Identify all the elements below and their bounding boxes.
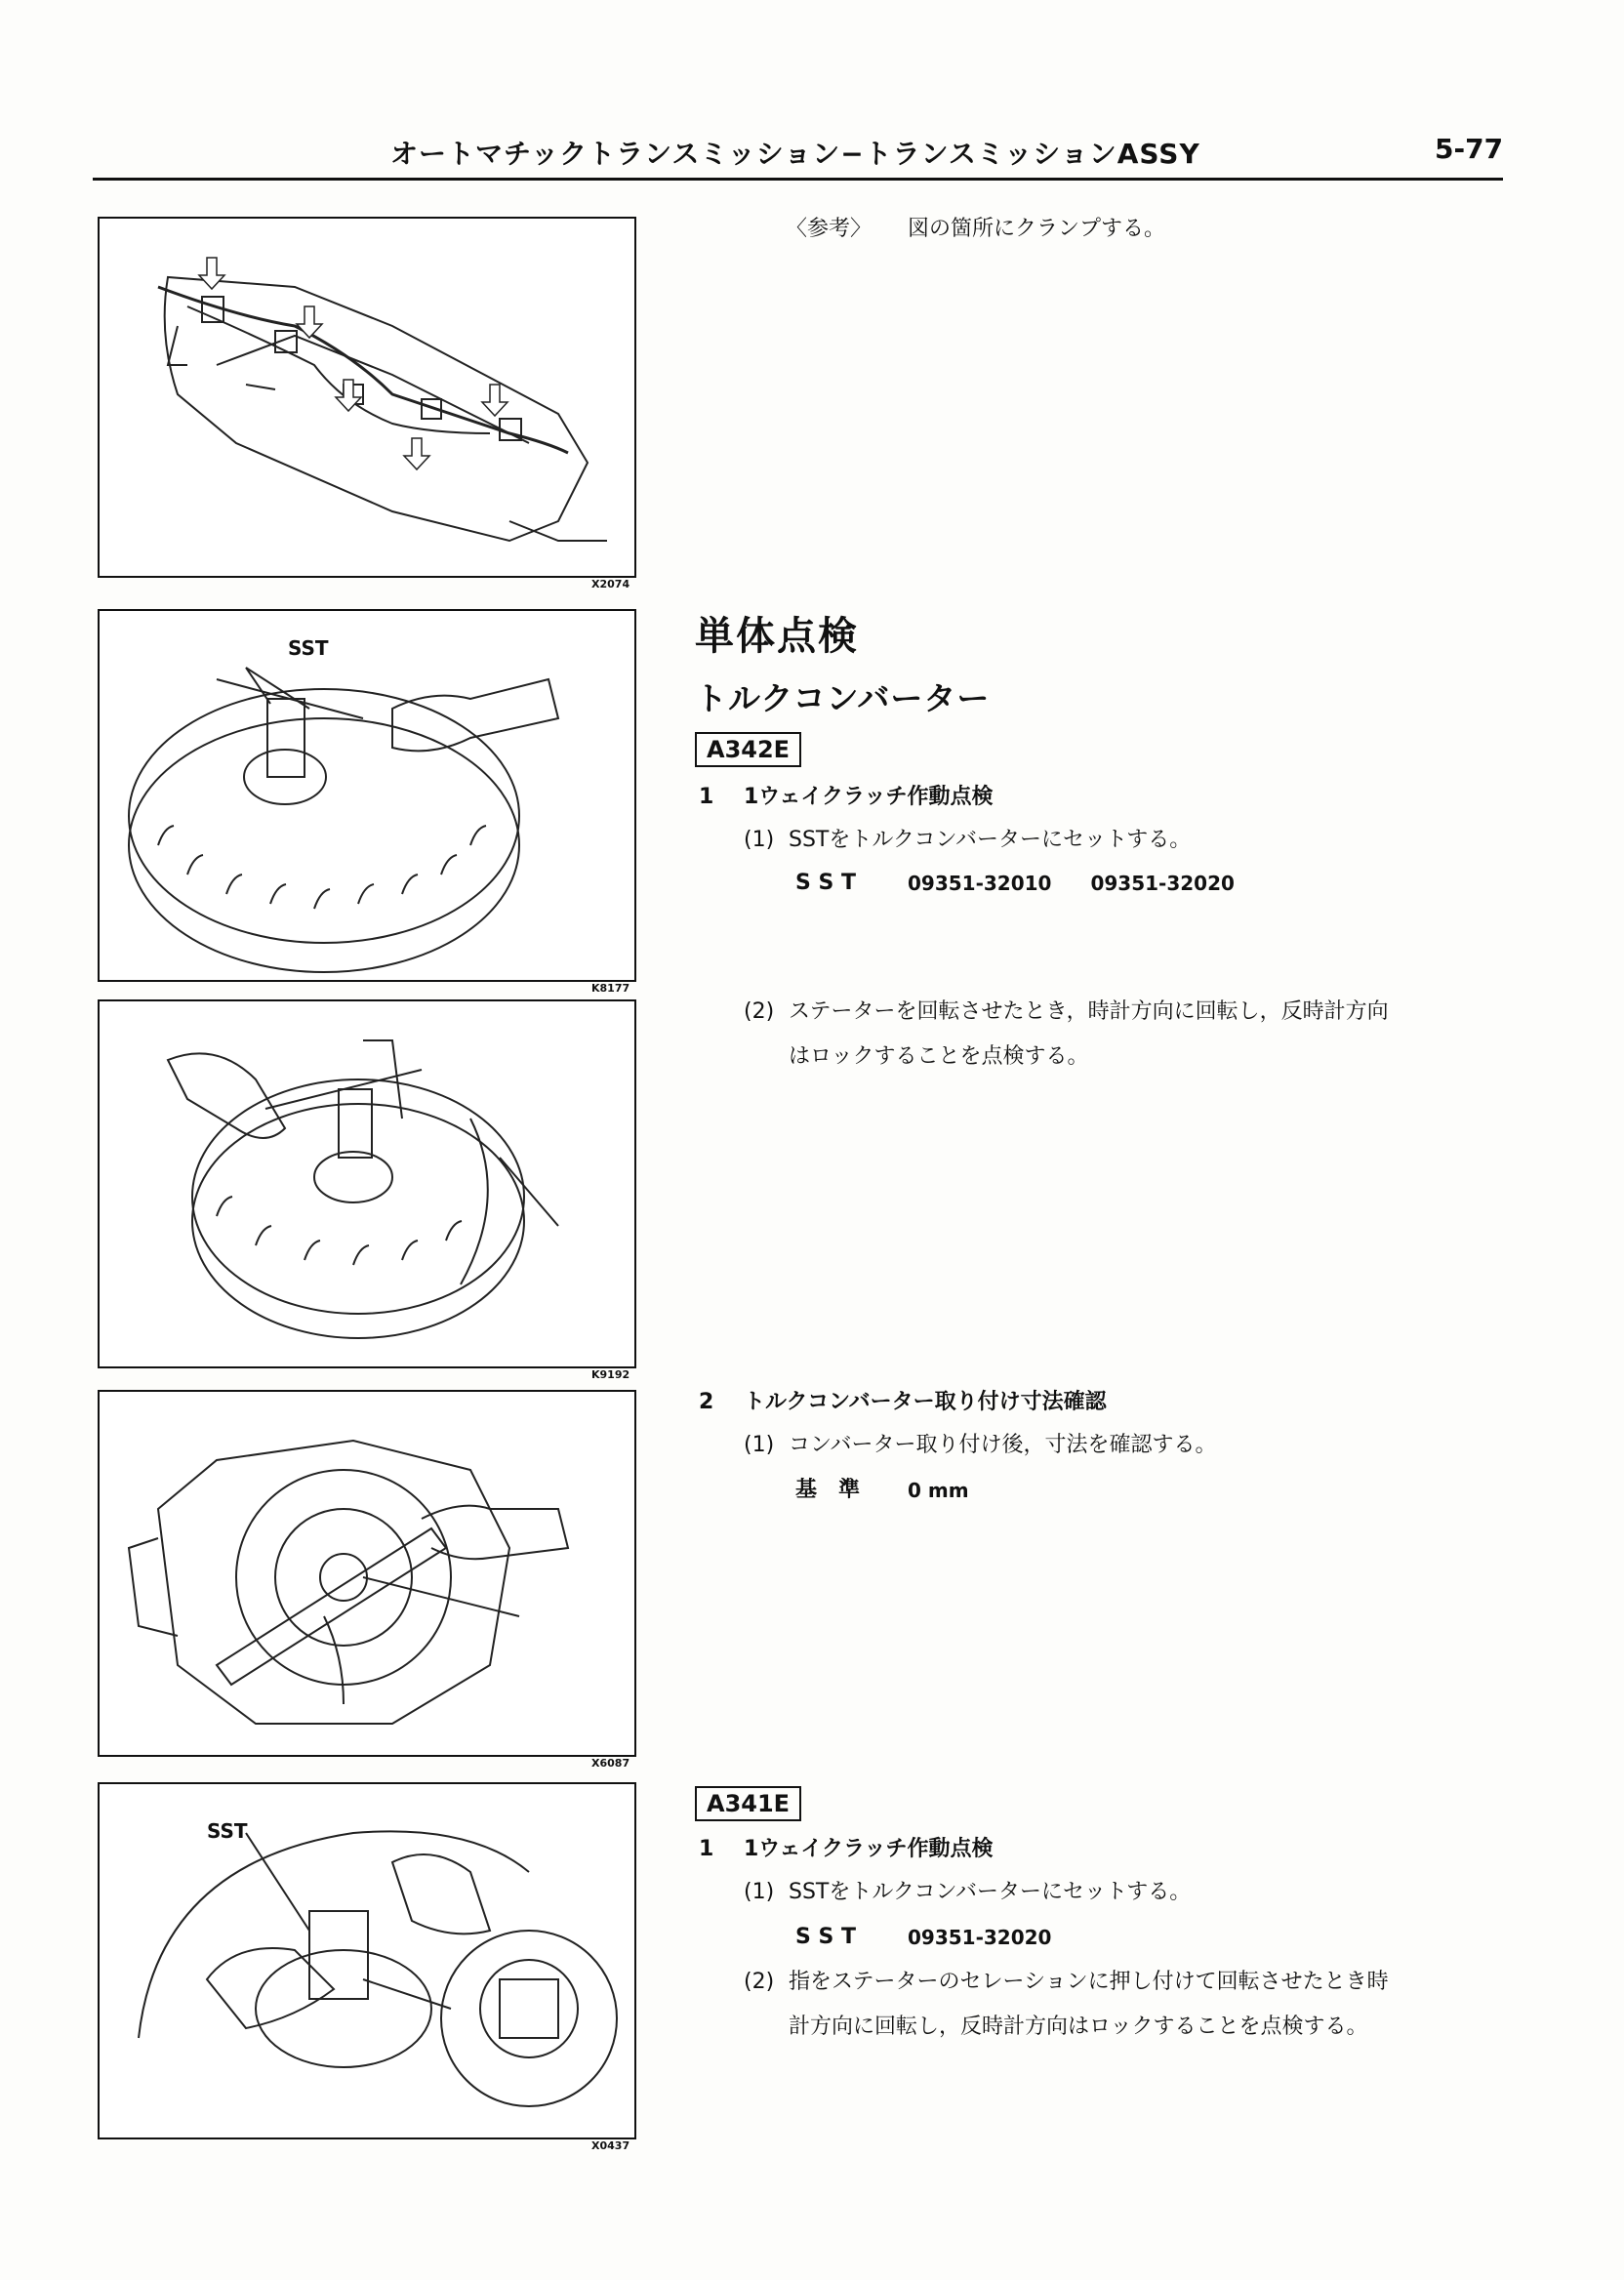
model-badge-a341e: A341E (695, 1786, 801, 1821)
substep-number: (1) (744, 1880, 775, 1904)
a341e-sst-drawing (100, 1784, 634, 2138)
step-title: トルクコンバーター取り付け寸法確認 (744, 1390, 1107, 1414)
figure-install-dimension (98, 1390, 636, 1757)
page-header-title: オートマチックトランスミッション−トランスミッションASSY (390, 138, 1200, 170)
figure-label-sst: SST (288, 636, 329, 660)
substep-text: SSTをトルクコンバーターにセットする。 (789, 828, 1192, 852)
figure-code: X0437 (591, 2139, 630, 2152)
sst-label: S S T (795, 871, 857, 895)
standard-value: 0 mm (908, 1479, 969, 1502)
note-tag: 〈参考〉 (786, 217, 873, 241)
figure-code: X2074 (591, 578, 630, 590)
sst-label: S S T (795, 1925, 857, 1949)
sst-codes: 09351-32010 09351-32020 (908, 872, 1235, 895)
substep-number: (2) (744, 1970, 775, 1994)
substep-text: SSTをトルクコンバーターにセットする。 (789, 1880, 1192, 1904)
figure-transmission-wiring (98, 217, 636, 578)
section-title: 単体点検 (695, 614, 859, 659)
substep-number: (2) (744, 999, 775, 1024)
section-subtitle: トルクコンバーター (695, 679, 991, 717)
figure-code: X6087 (591, 1757, 630, 1770)
figure-stator-rotation (98, 999, 636, 1368)
substep-text-line2: 計方向に回転し，反時計方向はロックすることを点検する。 (789, 2015, 1368, 2039)
sst-codes: 09351-32020 (908, 1926, 1052, 1949)
substep-text-line1: 指をステーターのセレーションに押し付けて回転させたとき時 (789, 1970, 1389, 1994)
step-number: 1 (699, 1837, 714, 1861)
torque-converter-sst-drawing (100, 611, 634, 980)
substep-number: (1) (744, 1433, 775, 1457)
substep-text-line2: はロックすることを点検する。 (789, 1044, 1089, 1069)
figure-code: K9192 (591, 1368, 630, 1381)
substep-text: コンバーター取り付け後，寸法を確認する。 (789, 1433, 1217, 1457)
step-number: 2 (699, 1390, 714, 1414)
substep-text-line1: ステーターを回転させたとき，時計方向に回転し，反時計方向 (789, 999, 1389, 1024)
stator-rotation-drawing (100, 1001, 634, 1366)
install-dimension-drawing (100, 1392, 634, 1755)
note-text: 図の箇所にクランプする。 (908, 217, 1166, 241)
page-number: 5-77 (1435, 133, 1504, 165)
step-title: 1ウェイクラッチ作動点検 (744, 1837, 994, 1861)
step-title: 1ウェイクラッチ作動点検 (744, 785, 994, 809)
model-badge-a342e: A342E (695, 732, 801, 767)
substep-number: (1) (744, 828, 775, 852)
header-rule (93, 178, 1503, 181)
standard-label: 基 準 (795, 1478, 861, 1502)
figure-code: K8177 (591, 982, 630, 995)
figure-a341e-sst (98, 1782, 636, 2139)
figure-label-sst: SST (207, 1819, 248, 1843)
step-number: 1 (699, 785, 714, 809)
figure-torque-converter-sst (98, 609, 636, 982)
transmission-wiring-drawing (100, 219, 634, 576)
